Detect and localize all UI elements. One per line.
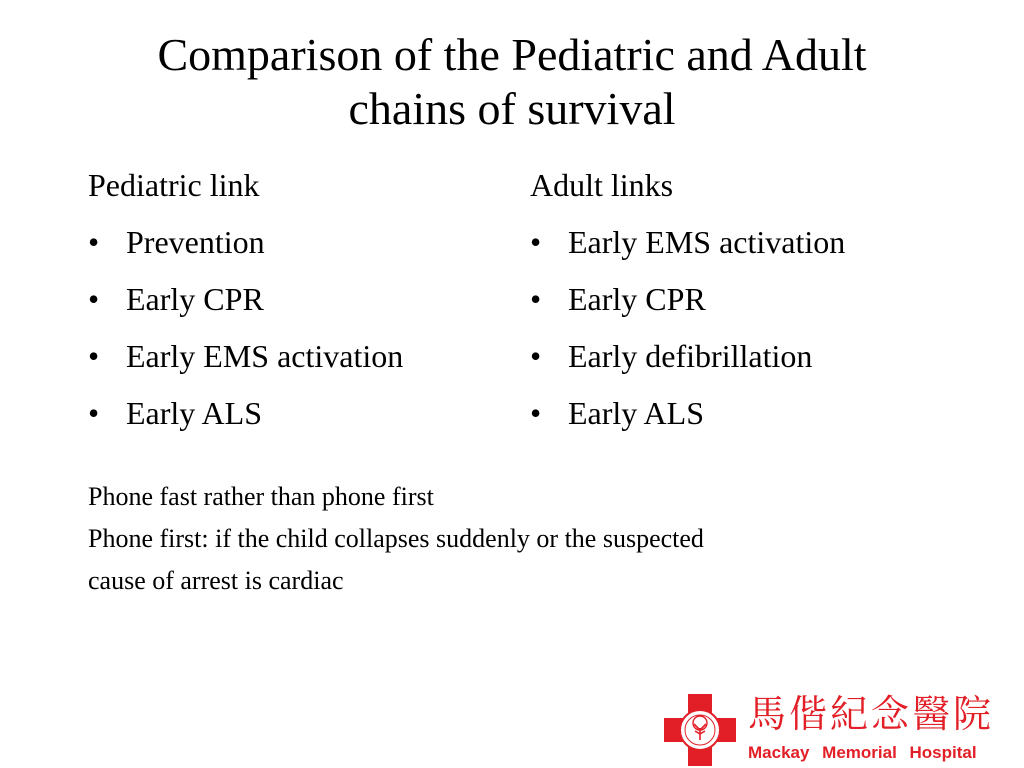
list-item [88,331,508,381]
bullet-icon: • [88,224,100,260]
hospital-name-chinese: 馬偕紀念醫院 [748,692,995,736]
adult-heading: Adult links [530,167,674,203]
list-item [530,274,970,324]
bullet-icon: • [530,395,542,431]
bullet-icon: • [530,224,542,260]
note-line: Phone fast rather than phone first [88,482,434,511]
hospital-seal-icon [664,694,736,766]
list-item-text: Early EMS activation [568,224,846,260]
slide-title [0,28,1024,136]
hospital-logo [664,690,1024,768]
pediatric-list [88,217,508,438]
list-item-text: Early CPR [568,281,706,317]
note-line: Phone first: if the child collapses suddenly or the suspected [88,524,704,553]
list-item-text: Early defibrillation [568,338,813,374]
note-line: cause of arrest is cardiac [88,566,344,595]
list-item [88,388,508,438]
list-item [88,274,508,324]
list-item [530,331,970,381]
title-line-2: chains of survival [348,83,676,134]
list-item-text: Early ALS [568,395,704,431]
pediatric-column [88,160,508,445]
bullet-icon: • [88,281,100,317]
adult-column [530,160,970,445]
list-item-text: Early CPR [126,281,264,317]
title-line-1: Comparison of the Pediatric and Adult [157,29,867,80]
pediatric-heading: Pediatric link [88,167,260,203]
list-item-text: Prevention [126,224,265,260]
list-item-text: Early ALS [126,395,262,431]
list-item [88,217,508,267]
list-item [530,388,970,438]
list-item [530,217,970,267]
list-item-text: Early EMS activation [126,338,404,374]
bullet-icon: • [88,338,100,374]
bullet-icon: • [88,395,100,431]
bullet-icon: • [530,338,542,374]
adult-list [530,217,970,438]
bullet-icon: • [530,281,542,317]
hospital-name-english: Mackay Memorial Hospital [748,743,977,762]
slide-notes [88,476,948,602]
